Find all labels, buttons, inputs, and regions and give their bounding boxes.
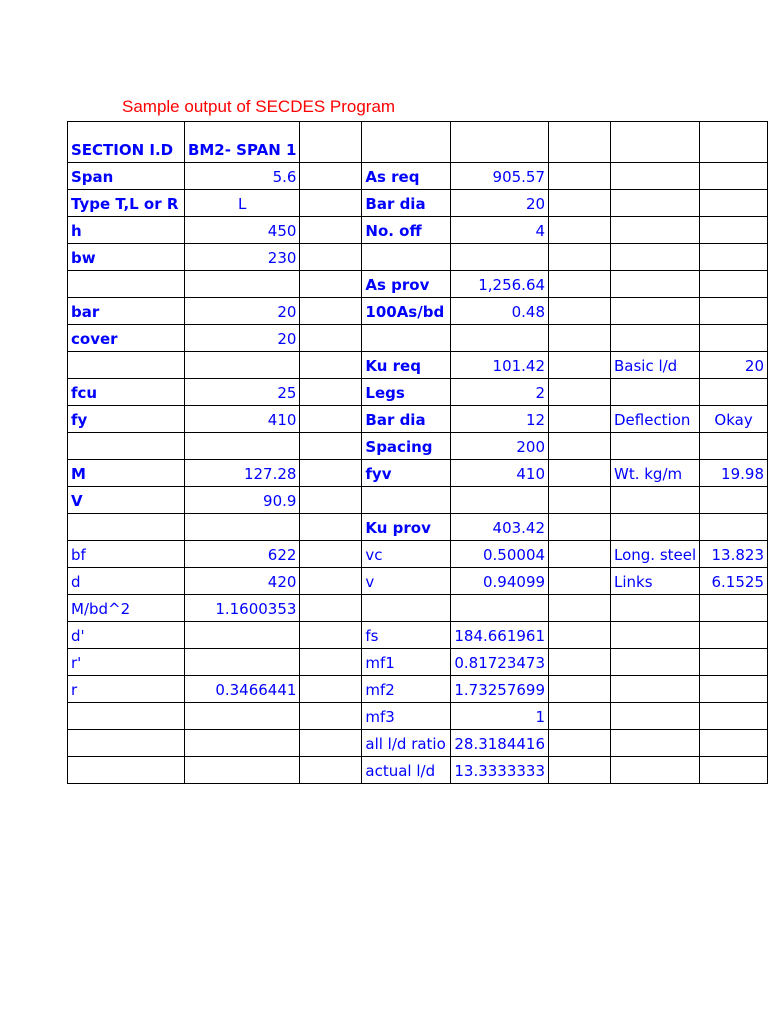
table-row [68,406,768,433]
result-label [362,595,451,622]
param-value: 230 [184,244,300,271]
secdes-output-table [67,121,768,784]
result-label: As req [362,163,451,190]
cell [549,514,611,541]
cell [300,595,362,622]
summary-label [610,217,699,244]
result-value: 0.48 [451,298,549,325]
result-label: Spacing [362,433,451,460]
cell [300,406,362,433]
cell [549,730,611,757]
summary-value [700,676,768,703]
cell [549,352,611,379]
param-value: 450 [184,217,300,244]
summary-label [610,163,699,190]
cell [300,622,362,649]
param-value [184,757,300,784]
summary-value [700,730,768,757]
table-row [68,217,768,244]
table-row [68,244,768,271]
result-value: 1,256.64 [451,271,549,298]
result-label: No. off [362,217,451,244]
param-label: bw [68,244,185,271]
cell [549,163,611,190]
sheet-title: Sample output of SECDES Program [122,97,396,116]
result-value: 184.661961 [451,622,549,649]
param-value: 25 [184,379,300,406]
cell [300,244,362,271]
result-value [451,487,549,514]
param-label: M [68,460,185,487]
result-label: all l/d ratio [362,730,451,757]
table-row [68,379,768,406]
param-value [184,514,300,541]
cell [549,190,611,217]
cell [300,379,362,406]
table-row [68,622,768,649]
param-value [184,622,300,649]
param-label [68,730,185,757]
param-label: d [68,568,185,595]
result-label: actual l/d [362,757,451,784]
cell [549,676,611,703]
summary-value [700,325,768,352]
cell [549,595,611,622]
header-row [68,122,768,163]
result-value: 403.42 [451,514,549,541]
result-label: Legs [362,379,451,406]
cell [549,568,611,595]
cell [549,379,611,406]
result-value [451,595,549,622]
summary-value [700,649,768,676]
summary-value [700,757,768,784]
summary-value [700,622,768,649]
param-label [68,352,185,379]
summary-label [610,676,699,703]
param-value: 20 [184,298,300,325]
table-row [68,460,768,487]
cell [549,406,611,433]
param-label: d' [68,622,185,649]
summary-value [700,379,768,406]
param-value [184,352,300,379]
result-label: mf3 [362,703,451,730]
result-value: 4 [451,217,549,244]
result-label [362,244,451,271]
result-label: fyv [362,460,451,487]
cell [300,568,362,595]
cell [300,514,362,541]
cell [549,757,611,784]
cell [549,487,611,514]
cell [549,622,611,649]
summary-label [610,622,699,649]
param-value: 5.6 [184,163,300,190]
cell [549,649,611,676]
summary-label [610,730,699,757]
cell [300,271,362,298]
cell [300,433,362,460]
cell [549,298,611,325]
table-row [68,271,768,298]
cell [300,757,362,784]
summary-value: 6.1525 [700,568,768,595]
result-value: 905.57 [451,163,549,190]
table-row [68,163,768,190]
cell [549,460,611,487]
summary-label [610,514,699,541]
param-value: 127.28 [184,460,300,487]
table-row [68,649,768,676]
param-label: bf [68,541,185,568]
cell [300,122,362,163]
cell [300,325,362,352]
cell [300,649,362,676]
summary-value: Okay [700,406,768,433]
cell [549,433,611,460]
summary-value [700,703,768,730]
result-value: 13.3333333 [451,757,549,784]
summary-value: 19.98 [700,460,768,487]
param-value [184,271,300,298]
param-label [68,271,185,298]
param-label [68,703,185,730]
cell [549,122,611,163]
summary-label: Deflection [610,406,699,433]
summary-label [610,757,699,784]
result-value: 0.81723473 [451,649,549,676]
param-label: r' [68,649,185,676]
cell [549,325,611,352]
param-value: L [184,190,300,217]
table-row [68,730,768,757]
summary-value [700,595,768,622]
summary-value [700,433,768,460]
result-label: 100As/bd [362,298,451,325]
result-value: 20 [451,190,549,217]
cell [549,541,611,568]
result-label: v [362,568,451,595]
cell [549,271,611,298]
summary-label: Basic l/d [610,352,699,379]
result-value: 1.73257699 [451,676,549,703]
summary-value: 20 [700,352,768,379]
summary-label [610,649,699,676]
param-label: V [68,487,185,514]
table-row [68,325,768,352]
result-value: 28.3184416 [451,730,549,757]
result-value: 200 [451,433,549,460]
result-label: Ku req [362,352,451,379]
param-label [68,757,185,784]
summary-value [700,514,768,541]
cell [549,217,611,244]
param-value: 1.1600353 [184,595,300,622]
result-label: vc [362,541,451,568]
summary-value [700,217,768,244]
table-row [68,514,768,541]
cell [300,487,362,514]
summary-label [610,325,699,352]
summary-label [610,271,699,298]
param-label: Span [68,163,185,190]
result-value [451,325,549,352]
cell [300,190,362,217]
param-label [68,433,185,460]
summary-value [700,244,768,271]
cell [300,676,362,703]
param-value: 420 [184,568,300,595]
result-label: Bar dia [362,406,451,433]
param-value: 20 [184,325,300,352]
param-label: fy [68,406,185,433]
table-row [68,541,768,568]
summary-label: Long. steel [610,541,699,568]
result-label: mf1 [362,649,451,676]
result-label: As prov [362,271,451,298]
result-label: Bar dia [362,190,451,217]
result-value: 12 [451,406,549,433]
result-label: fs [362,622,451,649]
summary-label [610,298,699,325]
table-row [68,433,768,460]
summary-label [610,244,699,271]
table-row [68,703,768,730]
result-label: mf2 [362,676,451,703]
cell [610,122,699,163]
summary-value: 13.823 [700,541,768,568]
result-value: 101.42 [451,352,549,379]
param-label: Type T,L or R [68,190,185,217]
cell [300,217,362,244]
param-value [184,433,300,460]
result-value: 410 [451,460,549,487]
cell [300,730,362,757]
param-label: cover [68,325,185,352]
summary-label [610,595,699,622]
summary-value [700,163,768,190]
result-label [362,325,451,352]
cell [300,298,362,325]
summary-label: Wt. kg/m [610,460,699,487]
cell [300,541,362,568]
param-value [184,649,300,676]
cell [300,352,362,379]
table-row [68,595,768,622]
cell [362,122,451,163]
section-id-value: BM2- SPAN 1 [184,122,300,163]
section-id-label: SECTION I.D [68,122,185,163]
param-label: fcu [68,379,185,406]
param-value: 622 [184,541,300,568]
cell [549,703,611,730]
cell [300,163,362,190]
param-value [184,730,300,757]
summary-label [610,379,699,406]
summary-label [610,487,699,514]
result-value: 1 [451,703,549,730]
param-label: h [68,217,185,244]
param-value: 410 [184,406,300,433]
table-row [68,487,768,514]
result-value: 2 [451,379,549,406]
table-row [68,352,768,379]
summary-label [610,703,699,730]
param-value: 0.3466441 [184,676,300,703]
param-label: M/bd^2 [68,595,185,622]
result-label [362,487,451,514]
param-value [184,703,300,730]
result-value: 0.94099 [451,568,549,595]
result-label: Ku prov [362,514,451,541]
summary-label: Links [610,568,699,595]
param-label: bar [68,298,185,325]
cell [700,122,768,163]
result-value: 0.50004 [451,541,549,568]
table-row [68,298,768,325]
table-row [68,190,768,217]
table-row [68,676,768,703]
summary-label [610,433,699,460]
summary-value [700,487,768,514]
table-row [68,757,768,784]
cell [300,460,362,487]
summary-value [700,271,768,298]
summary-label [610,190,699,217]
param-label: r [68,676,185,703]
cell [451,122,549,163]
summary-value [700,298,768,325]
param-label [68,514,185,541]
cell [300,703,362,730]
param-value: 90.9 [184,487,300,514]
table-row [68,568,768,595]
cell [549,244,611,271]
result-value [451,244,549,271]
summary-value [700,190,768,217]
